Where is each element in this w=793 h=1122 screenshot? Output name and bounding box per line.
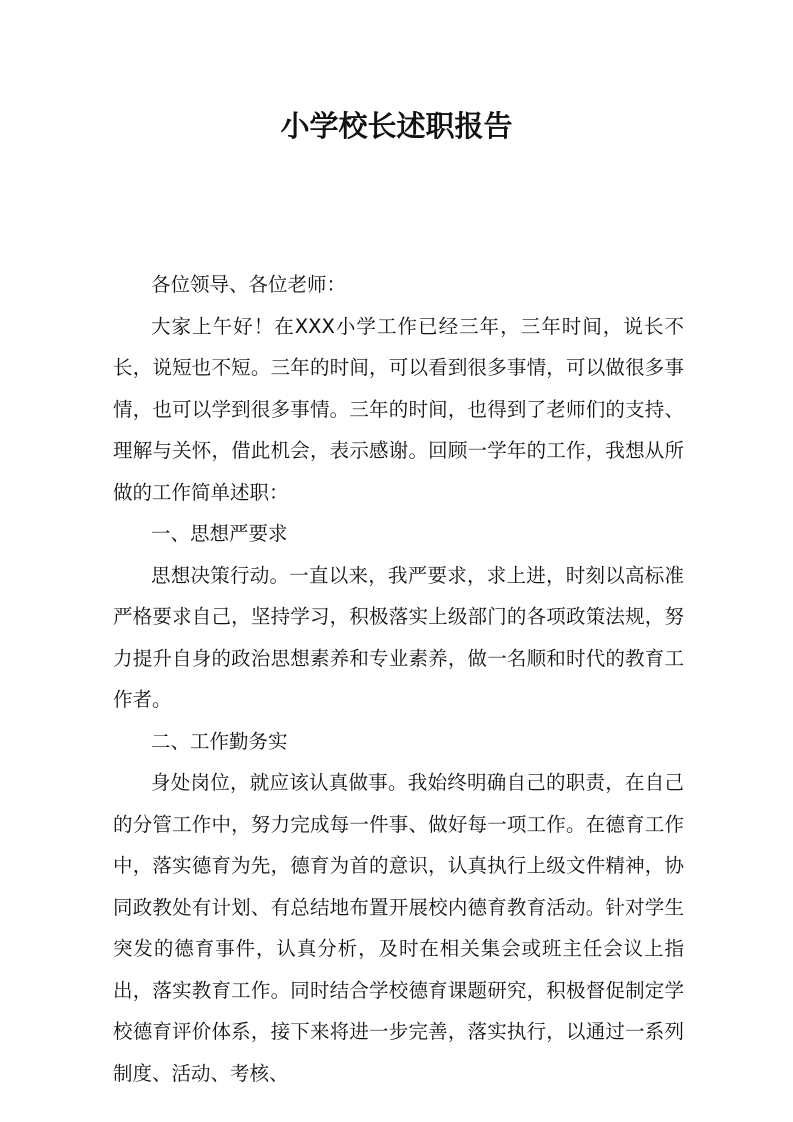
section-2-paragraph: 身处岗位，就应该认真做事。我始终明确自己的职责，在自己的分管工作中，努力完成每一件事、做好每一项工作。在德育工作中，落实德育为先，德育为首的意识，认真执行上级文件精神，协同政教处有计划、有总结地布置开展校内德育教育活动。针对学生突发的德育事件，认真分析，及时在相关集会或班主任会议上指出，落实教育工作。同时结合学校德育课题研究，积极督促制定学校德育评价体系，接下来将进一步完善，落实执行，以通过一系列制度、活动、考核、 — [113, 771, 684, 1085]
opening-paragraph: 大家上午好！在XXX小学工作已经三年，三年时间，说长不长，说短也不短。三年的时间，可以看到很多事情，可以做很多事情，也可以学到很多事情。三年的时间，也得到了老师们的支持、理解与关怀，借此机会，表示感谢。回顾一学年的工作，我想从所做的工作简单述职： — [113, 314, 684, 504]
salutation: 各位领导、各位老师： — [151, 273, 347, 296]
section-heading-1: 一、思想严要求 — [151, 522, 288, 545]
section-heading-2: 二、工作勤务实 — [151, 729, 288, 753]
document-body — [113, 264, 684, 1094]
section-1-paragraph: 思想决策行动。一直以来，我严要求，求上进，时刻以高标准严格要求自己，坚持学习，积极落实上级部门的各项政策法规，努力提升自身的政治思想素养和专业素养，做一名顺和时代的教育工作者。 — [113, 563, 684, 711]
document-title: 小学校长述职报告 — [280, 109, 513, 143]
